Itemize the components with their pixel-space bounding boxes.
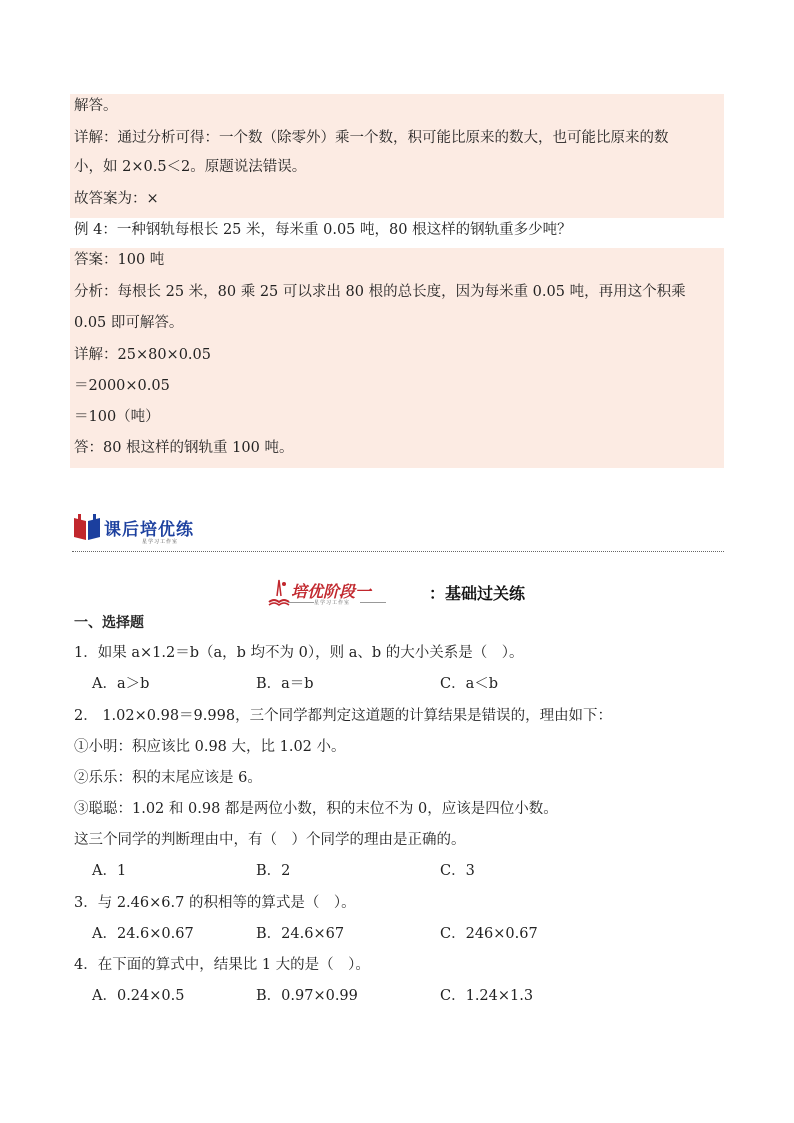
question-2-reason: ③聪聪：1.02 和 0.98 都是两位小数，积的末位不为 0，应该是四位小数。 [74, 801, 558, 817]
text-line: 详解：25×80×0.05 [74, 347, 211, 363]
question-2-reason: ①小明：积应该比 0.98 大，比 1.02 小。 [74, 739, 346, 755]
text-line: 详解：通过分析可得：一个数（除零外）乘一个数，积可能比原来的数大，也可能比原来的数 [74, 130, 669, 146]
option-b: B．0.97×0.99 [256, 988, 358, 1004]
option-c: C．1.24×1.3 [440, 988, 534, 1004]
option-a: A．24.6×0.67 [92, 926, 194, 942]
text-line: 小，如 2×0.5＜2。原题说法错误。 [74, 159, 307, 175]
open-book-icon [268, 576, 290, 606]
option-b: B．24.6×67 [256, 926, 345, 942]
option-c: C．3 [440, 863, 475, 879]
question-2: 2． 1.02×0.98＝9.998，三个同学都判定这道题的计算结果是错误的，理由如下： [74, 708, 613, 724]
option-a: A．0.24×0.5 [92, 988, 185, 1004]
question-3: 3．与 2.46×6.7 的积相等的算式是（ ）。 [74, 895, 356, 911]
option-a: A．1 [92, 863, 127, 879]
rule-right [360, 602, 386, 603]
question-2-reason: ②乐乐：积的末尾应该是 6。 [74, 770, 262, 786]
option-b: B．2 [256, 863, 291, 879]
banner-subtitle: 星学习工作室 [142, 539, 179, 545]
stage-heading [268, 576, 568, 612]
text-line: 答：80 根这样的钢轨重 100 吨。 [74, 440, 294, 456]
stage-subtitle: 星学习工作室 [314, 600, 351, 606]
question-1: 1．如果 a×1.2＝b（a，b 均不为 0），则 a、b 的大小关系是（ ）。 [74, 645, 524, 661]
option-c: C．a＜b [440, 676, 499, 692]
example-4-question: 例 4：一种钢轨每根长 25 米，每米重 0.05 吨，80 根这样的钢轨重多少吨？ [74, 222, 572, 238]
rule-left [288, 602, 314, 603]
section-banner [72, 514, 726, 554]
dotted-divider [72, 551, 724, 552]
option-a: A．a＞b [92, 676, 150, 692]
text-line: 故答案为：× [74, 191, 159, 207]
text-line: 分析：每根长 25 米，80 乘 25 可以求出 80 根的总长度，因为每米重 0.05 吨，再用这个积乘 [74, 284, 686, 300]
question-4: 4．在下面的算式中，结果比 1 大的是（ ）。 [74, 957, 370, 973]
text-line: ＝2000×0.05 [74, 378, 170, 394]
answer-shade-1 [70, 94, 724, 218]
text-line: 解答。 [74, 98, 118, 114]
option-c: C．246×0.67 [440, 926, 538, 942]
book-icon [72, 514, 102, 542]
text-line: 答案：100 吨 [74, 252, 165, 268]
question-2-prompt: 这三个同学的判断理由中，有（ ）个同学的理由是正确的。 [74, 832, 466, 848]
section-title: 一、选择题 [74, 615, 144, 631]
text-line: ＝100（吨） [74, 409, 160, 425]
text-line: 0.05 即可解答。 [74, 315, 184, 331]
stage-title-red: 培优阶段一 [291, 582, 372, 601]
option-b: B．a＝b [256, 676, 314, 692]
banner-title: 课后培优练 [104, 520, 194, 540]
stage-title-black: ：基础过关练 [429, 584, 526, 603]
